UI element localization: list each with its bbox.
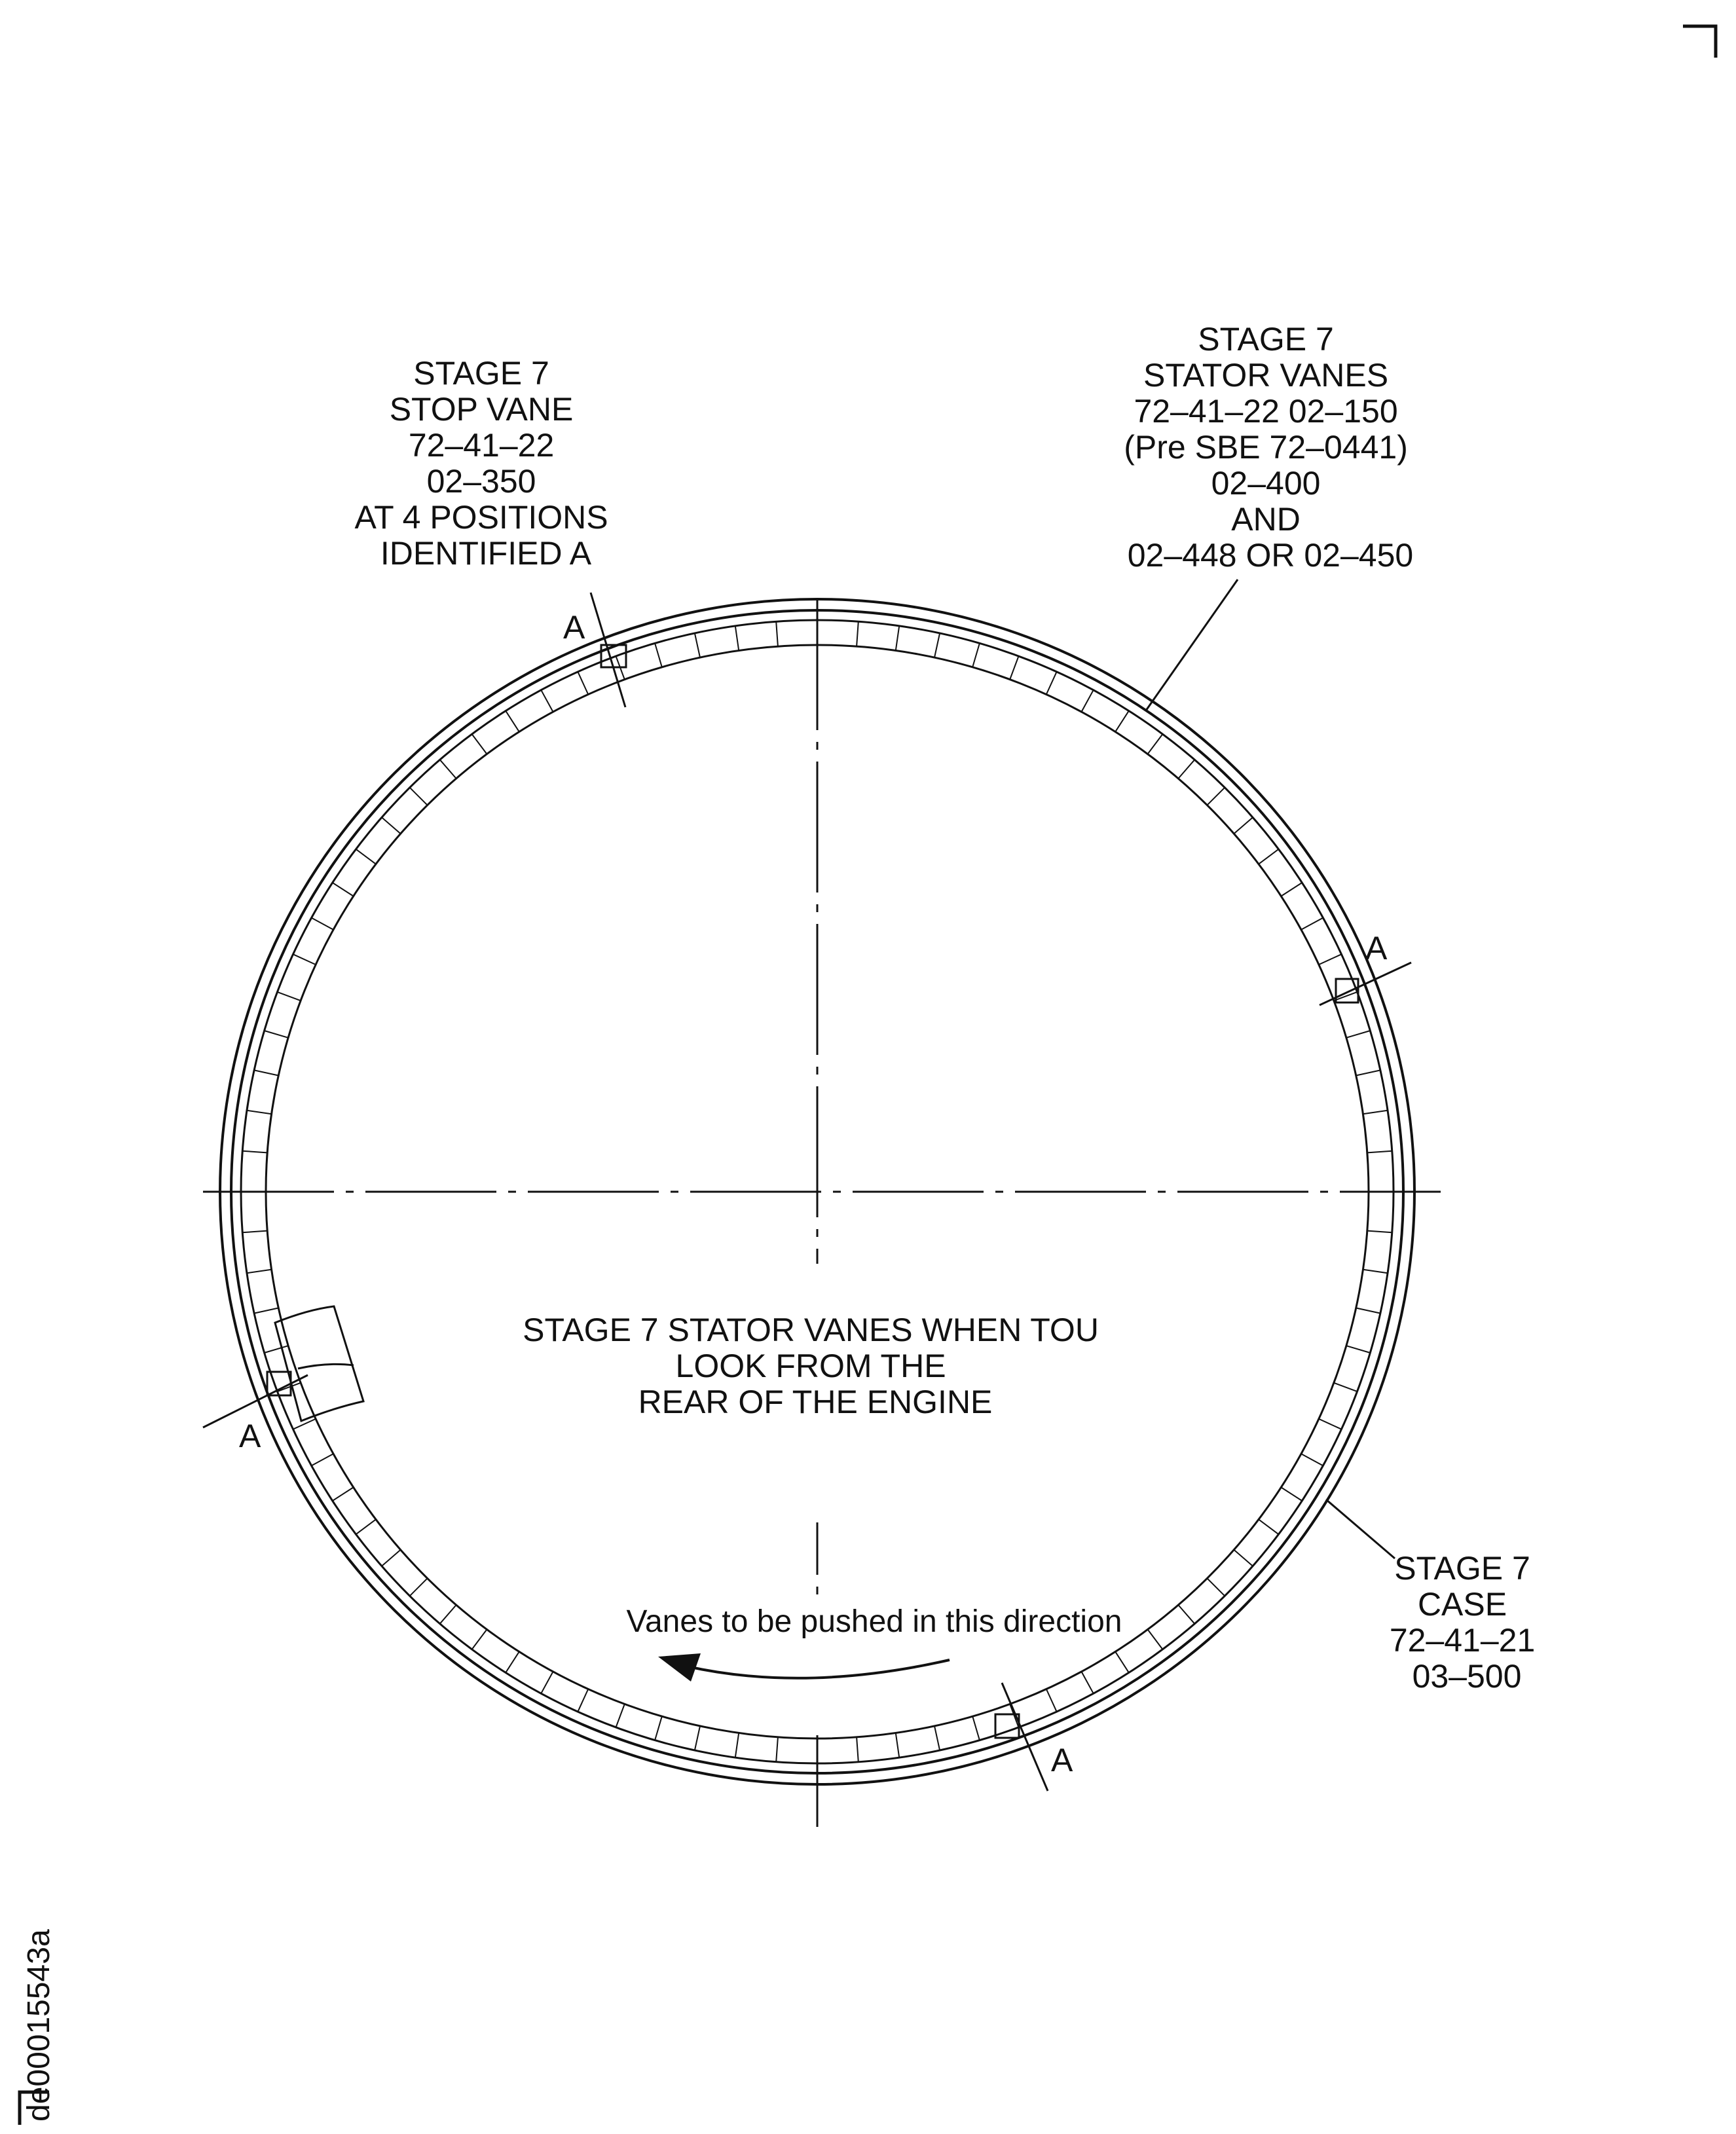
vane-divider bbox=[1234, 1550, 1253, 1566]
stator-vanes-line-1: STAGE 7 bbox=[1198, 321, 1334, 358]
vane-divider bbox=[1207, 1578, 1225, 1596]
stop-vane-line-1: STAGE 7 bbox=[413, 355, 549, 392]
stator-vanes-line-7: 02–448 OR 02–450 bbox=[1127, 537, 1414, 574]
vane-divider bbox=[1082, 690, 1094, 712]
vane-divider bbox=[1367, 1231, 1392, 1233]
vane-divider bbox=[1281, 883, 1302, 896]
push-direction-arrow bbox=[658, 1653, 950, 1682]
vane-divider bbox=[356, 1519, 376, 1534]
stop-vane-line-6: IDENTIFIED A bbox=[380, 535, 592, 572]
stator-vanes-callout bbox=[1124, 321, 1417, 574]
vane-divider bbox=[242, 1231, 267, 1233]
vane-divider bbox=[242, 1151, 267, 1153]
center-caption-line-2: LOOK FROM THE bbox=[675, 1348, 946, 1384]
vane-divider bbox=[1301, 1454, 1323, 1465]
vane-divider bbox=[1334, 1383, 1357, 1391]
vane-divider bbox=[1148, 734, 1163, 754]
vane-divider bbox=[410, 1578, 428, 1596]
vane-divider bbox=[1046, 672, 1057, 695]
stop-vane-position-bottom bbox=[995, 1683, 1073, 1791]
marker-label: A bbox=[1365, 930, 1388, 966]
vane-divider bbox=[1301, 918, 1323, 930]
vane-divider bbox=[1346, 1346, 1371, 1353]
vane-divider bbox=[776, 621, 778, 646]
vane-divider bbox=[735, 626, 739, 651]
vane-divider bbox=[735, 1733, 739, 1758]
vane-divider bbox=[1178, 760, 1194, 779]
stator-vanes-line-2: STATOR VANES bbox=[1143, 357, 1389, 394]
vane-divider bbox=[472, 1630, 487, 1649]
vane-divider bbox=[1010, 1704, 1018, 1727]
vane-divider bbox=[293, 954, 316, 965]
vane-divider bbox=[312, 1454, 333, 1465]
marker-label: A bbox=[1051, 1742, 1073, 1778]
figure-id: de00015543a bbox=[22, 1929, 56, 2122]
vane-divider bbox=[541, 1672, 553, 1693]
vane-divider bbox=[247, 1111, 272, 1114]
vane-divider bbox=[254, 1070, 278, 1075]
stop-vane-line-4: 02–350 bbox=[426, 463, 536, 500]
vane-divider bbox=[356, 849, 376, 864]
direction-note: Vanes to be pushed in this direction bbox=[626, 1604, 1122, 1639]
vane-divider bbox=[1178, 1605, 1194, 1624]
vane-divider bbox=[655, 1716, 662, 1740]
vane-divider bbox=[896, 626, 899, 651]
vane-divider bbox=[1207, 788, 1225, 805]
vane-divider bbox=[1356, 1070, 1380, 1075]
vane-divider bbox=[265, 1346, 289, 1353]
stator-vanes-line-3: 72–41–22 02–150 bbox=[1134, 393, 1398, 430]
vane-divider bbox=[333, 1487, 354, 1501]
vane-divider bbox=[254, 1308, 278, 1314]
vane-divider bbox=[1259, 1519, 1278, 1534]
stop-vane-line-3: 72–41–22 bbox=[408, 427, 555, 464]
case-line-2: CASE bbox=[1417, 1586, 1507, 1623]
section-line bbox=[1320, 963, 1411, 1005]
vane-divider bbox=[857, 1737, 859, 1762]
center-caption-line-1: STAGE 7 STATOR VANES WHEN TOU bbox=[523, 1312, 1099, 1348]
vane-divider bbox=[410, 788, 428, 805]
vane-divider bbox=[655, 643, 662, 667]
stop-vane-line-2: STOP VANE bbox=[389, 391, 574, 428]
vane-divider bbox=[506, 1651, 519, 1672]
stop-vane-position-right bbox=[1320, 930, 1411, 1005]
vane-divider bbox=[1259, 849, 1278, 864]
vane-divider bbox=[1115, 1651, 1129, 1672]
vane-divider bbox=[857, 621, 859, 646]
vane-divider bbox=[382, 817, 401, 834]
vane-divider bbox=[934, 633, 940, 657]
vane-divider bbox=[972, 643, 980, 667]
vane-divider bbox=[278, 992, 301, 1001]
vane-divider bbox=[506, 711, 519, 732]
vane-divider bbox=[333, 883, 354, 896]
vane-divider bbox=[934, 1726, 940, 1750]
arrow-shaft bbox=[688, 1660, 950, 1678]
vane-divider bbox=[312, 918, 333, 930]
vane-divider bbox=[1319, 954, 1342, 965]
vane-divider bbox=[1367, 1151, 1392, 1153]
vane-divider bbox=[1046, 1689, 1057, 1712]
vane-divider bbox=[695, 1726, 700, 1750]
vane-divider bbox=[440, 1605, 456, 1624]
case-callout bbox=[1390, 1550, 1544, 1695]
stator-vanes-line-4: (Pre SBE 72–0441) bbox=[1124, 429, 1408, 466]
arrow-head bbox=[658, 1653, 701, 1682]
vane-divider bbox=[1148, 1630, 1163, 1649]
vane-divider bbox=[1363, 1111, 1388, 1114]
vane-divider bbox=[578, 672, 588, 695]
vane-divider bbox=[972, 1716, 980, 1740]
center-caption-line-3: REAR OF THE ENGINE bbox=[638, 1384, 993, 1420]
case-leader bbox=[1326, 1499, 1395, 1558]
vane-divider bbox=[440, 760, 456, 779]
marker-label: A bbox=[239, 1418, 261, 1454]
center-caption bbox=[523, 1312, 1108, 1420]
vane-divider bbox=[265, 1031, 289, 1038]
vane-divider bbox=[1115, 711, 1129, 732]
vane-divider bbox=[1082, 1672, 1094, 1693]
vane-divider bbox=[1363, 1270, 1388, 1273]
vane-divider bbox=[247, 1270, 272, 1273]
stop-vane-callout bbox=[354, 355, 617, 572]
case-line-1: STAGE 7 bbox=[1394, 1550, 1530, 1587]
stator-vanes-leader bbox=[1146, 579, 1238, 710]
vane-divider bbox=[1319, 1419, 1342, 1429]
stator-vanes-line-6: AND bbox=[1231, 501, 1301, 538]
vane-detail-outline bbox=[275, 1306, 363, 1421]
vane-divider bbox=[1234, 817, 1253, 834]
stop-vane-line-5: AT 4 POSITIONS bbox=[354, 499, 608, 536]
vane-divider bbox=[1010, 656, 1018, 680]
vane-divider bbox=[1281, 1487, 1302, 1501]
vane-divider bbox=[472, 734, 487, 754]
vane-divider bbox=[1346, 1031, 1371, 1038]
vane-divider bbox=[616, 1704, 625, 1727]
vane-divider bbox=[578, 1689, 588, 1712]
vane-divider bbox=[382, 1550, 401, 1566]
corner-mark-top-right bbox=[1683, 26, 1716, 58]
vane-divider bbox=[896, 1733, 899, 1758]
vane-divider bbox=[776, 1737, 778, 1762]
case-line-4: 03–500 bbox=[1412, 1658, 1522, 1695]
vane-divider bbox=[695, 633, 700, 657]
vane-divider bbox=[1356, 1308, 1380, 1314]
case-line-3: 72–41–21 bbox=[1389, 1622, 1536, 1659]
stator-vanes-line-5: 02–400 bbox=[1211, 465, 1321, 502]
vane-divider bbox=[541, 690, 553, 712]
marker-label: A bbox=[563, 609, 585, 646]
